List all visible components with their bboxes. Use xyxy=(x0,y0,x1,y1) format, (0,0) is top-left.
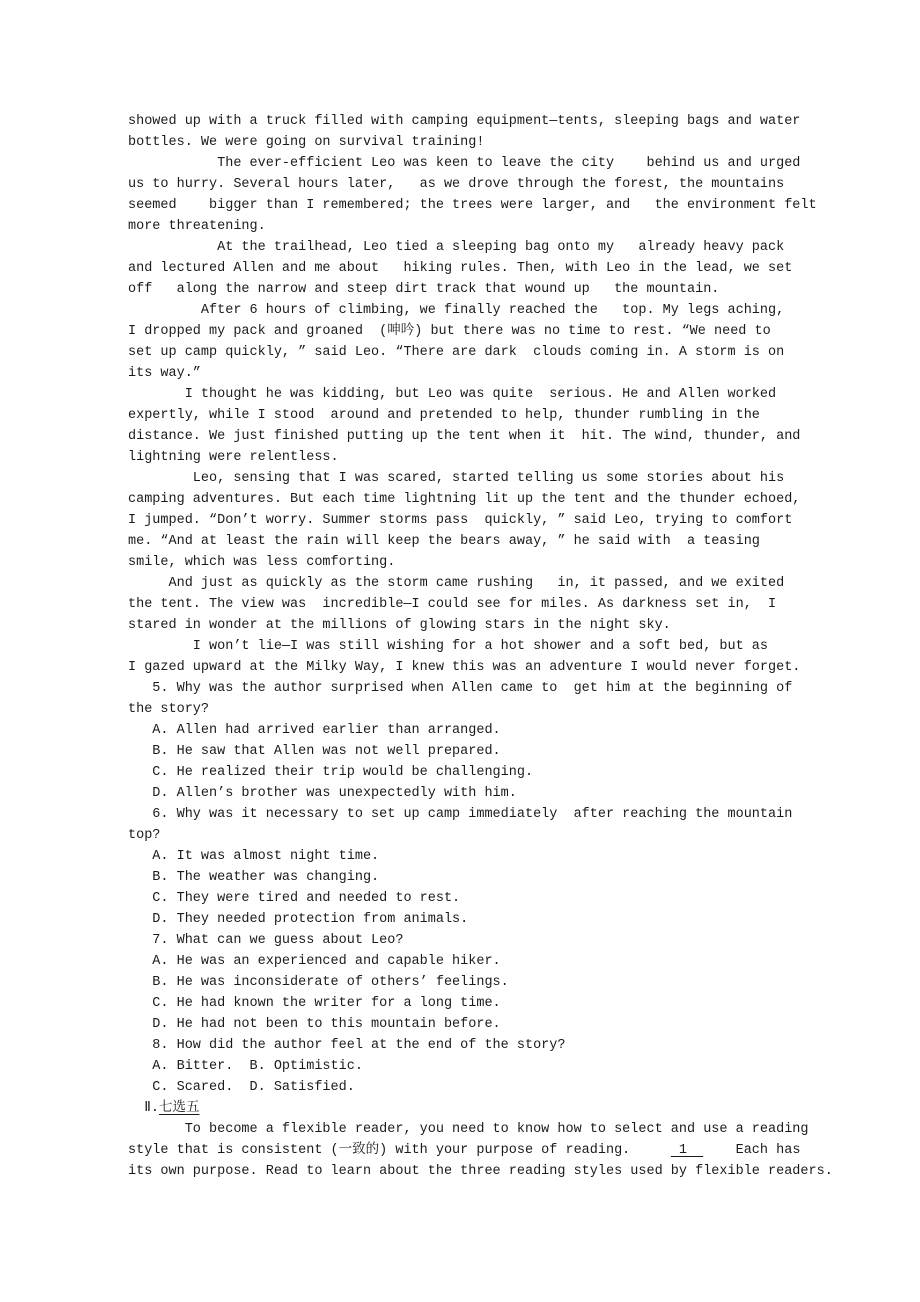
text-segment: B. He saw that Allen was not well prepared. xyxy=(128,744,501,759)
text-segment: I thought he was kidding, but Leo was quite serious. He and Allen worked xyxy=(128,387,777,402)
text-segment: Each has xyxy=(703,1143,801,1158)
paragraph-line xyxy=(128,447,830,468)
text-segment: After 6 hours of climbing, we finally reached the top. My legs aching, xyxy=(128,303,785,318)
option-line xyxy=(128,783,830,804)
option-line xyxy=(128,951,830,972)
text-segment: A. He was an experienced and capable hiker. xyxy=(128,954,501,969)
option-line xyxy=(128,720,830,741)
option-line xyxy=(128,762,830,783)
text-segment: I gazed upward at the Milky Way, I knew this was an adventure I would never forget. xyxy=(128,660,801,675)
paragraph-line xyxy=(128,300,830,321)
paragraph-line xyxy=(128,405,830,426)
paragraph-line xyxy=(128,363,830,384)
text-segment: B. The weather was changing. xyxy=(128,870,380,885)
text-segment: And just as quickly as the storm came rushing in, it passed, and we exited xyxy=(128,576,785,591)
option-line xyxy=(128,1014,830,1035)
text-segment: A. Allen had arrived earlier than arranged. xyxy=(128,723,501,738)
paragraph-line xyxy=(128,1119,830,1140)
option-line xyxy=(128,867,830,888)
text-segment: D. He had not been to this mountain before. xyxy=(128,1017,501,1032)
paragraph-line xyxy=(128,384,830,405)
text-segment: Leo, sensing that I was scared, started telling us some stories about his xyxy=(128,471,785,486)
text-segment: C. Scared. D. Satisfied. xyxy=(128,1080,355,1095)
paragraph-line xyxy=(128,489,830,510)
text-segment: off along the narrow and steep dirt track that wound up the mountain. xyxy=(128,282,720,297)
paragraph-line xyxy=(128,111,830,132)
question-line xyxy=(128,699,830,720)
question-line xyxy=(128,825,830,846)
text-segment: 7. What can we guess about Leo? xyxy=(128,933,404,948)
question-line xyxy=(128,1035,830,1056)
paragraph-line xyxy=(128,195,830,216)
text-segment: Ⅱ. xyxy=(128,1101,159,1116)
text-segment: I dropped my pack and groaned (呻吟) but there was no time to rest. “We need to xyxy=(128,324,771,339)
text-segment: top? xyxy=(128,828,161,843)
paragraph-line xyxy=(128,153,830,174)
paragraph-line xyxy=(128,1161,833,1182)
text-segment: 6. Why was it necessary to set up camp immediately after reaching the mountain xyxy=(128,807,793,822)
option-line xyxy=(128,741,830,762)
paragraph-line xyxy=(128,510,830,531)
paragraph-line xyxy=(128,279,830,300)
text-segment: C. They were tired and needed to rest. xyxy=(128,891,461,906)
text-segment: smile, which was less comforting. xyxy=(128,555,396,570)
text-segment: bottles. We were going on survival training! xyxy=(128,135,485,150)
paragraph-line xyxy=(128,657,830,678)
paragraph-line xyxy=(128,468,830,489)
text-segment: camping adventures. But each time lightning lit up the tent and the thunder echoed, xyxy=(128,492,801,507)
paragraph-line xyxy=(128,615,830,636)
text-segment: A. It was almost night time. xyxy=(128,849,380,864)
text-segment: distance. We just finished putting up the tent when it hit. The wind, thunder, and xyxy=(128,429,801,444)
text-segment: us to hurry. Several hours later, as we drove through the forest, the mountains xyxy=(128,177,785,192)
paragraph-line xyxy=(128,258,830,279)
option-line xyxy=(128,1056,830,1077)
text-segment: 8. How did the author feel at the end of the story? xyxy=(128,1038,566,1053)
text-segment: To become a flexible reader, you need to know how to select and use a reading xyxy=(128,1122,809,1137)
text-segment: C. He had known the writer for a long time. xyxy=(128,996,501,1011)
option-line xyxy=(128,1077,830,1098)
paragraph-line xyxy=(128,531,830,552)
paragraph-line xyxy=(128,321,830,342)
text-segment: D. Allen’s brother was unexpectedly with him. xyxy=(128,786,517,801)
option-line xyxy=(128,888,830,909)
text-segment: expertly, while I stood around and pretended to help, thunder rumbling in the xyxy=(128,408,760,423)
paragraph-line xyxy=(128,174,830,195)
text-segment: I jumped. “Don’t worry. Summer storms pass quickly, ” said Leo, trying to comfort xyxy=(128,513,793,528)
text-segment: B. He was inconsiderate of others’ feelings. xyxy=(128,975,509,990)
paragraph-line xyxy=(128,573,830,594)
text-segment: 5. Why was the author surprised when Allen came to get him at the beginning of xyxy=(128,681,793,696)
underlined-text: 七选五 xyxy=(158,1101,200,1116)
text-segment: the tent. The view was incredible—I could see for miles. As darkness set in, I xyxy=(128,597,777,612)
text-segment: the story? xyxy=(128,702,210,717)
paragraph-line xyxy=(128,636,830,657)
text-segment: style that is consistent (一致的) with your purpose of reading. xyxy=(128,1143,671,1158)
text-segment: C. He realized their trip would be challenging. xyxy=(128,765,534,780)
paragraph-line xyxy=(128,216,830,237)
paragraph-line xyxy=(128,237,830,258)
option-line xyxy=(128,993,830,1014)
section-header-line xyxy=(128,1098,830,1119)
paragraph-line xyxy=(128,426,830,447)
text-segment: stared in wonder at the millions of glowing stars in the night sky. xyxy=(128,618,671,633)
paragraph-line xyxy=(128,342,830,363)
text-segment: D. They needed protection from animals. xyxy=(128,912,469,927)
text-segment: At the trailhead, Leo tied a sleeping bag onto my already heavy pack xyxy=(128,240,785,255)
text-segment: I won’t lie—I was still wishing for a hot shower and a soft bed, but as xyxy=(128,639,769,654)
question-line xyxy=(128,678,830,699)
option-line xyxy=(128,909,830,930)
option-line xyxy=(128,972,830,993)
question-line xyxy=(128,930,830,951)
paragraph-line xyxy=(128,1140,830,1161)
option-line xyxy=(128,846,830,867)
text-segment: its way.” xyxy=(128,366,201,381)
question-line xyxy=(128,804,830,825)
text-segment: lightning were relentless. xyxy=(128,450,339,465)
text-segment: set up camp quickly, ” said Leo. “There are dark clouds coming in. A storm is on xyxy=(128,345,785,360)
paragraph-line xyxy=(128,132,830,153)
paragraph-line xyxy=(128,594,830,615)
text-segment: more threatening. xyxy=(128,219,266,234)
paragraph-line xyxy=(128,552,830,573)
text-segment: showed up with a truck filled with camping equipment—tents, sleeping bags and water xyxy=(128,114,801,129)
text-segment: A. Bitter. B. Optimistic. xyxy=(128,1059,363,1074)
text-segment: seemed bigger than I remembered; the trees were larger, and the environment felt xyxy=(128,198,817,213)
text-segment: me. “And at least the rain will keep the bears away, ” he said with a teasing xyxy=(128,534,760,549)
text-segment: The ever-efficient Leo was keen to leave the city behind us and urged xyxy=(128,156,801,171)
underlined-text: 1 xyxy=(670,1143,704,1158)
text-segment: its own purpose. Read to learn about the three reading styles used by flexible readers. xyxy=(128,1164,833,1179)
text-segment: and lectured Allen and me about hiking rules. Then, with Leo in the lead, we set xyxy=(128,261,793,276)
